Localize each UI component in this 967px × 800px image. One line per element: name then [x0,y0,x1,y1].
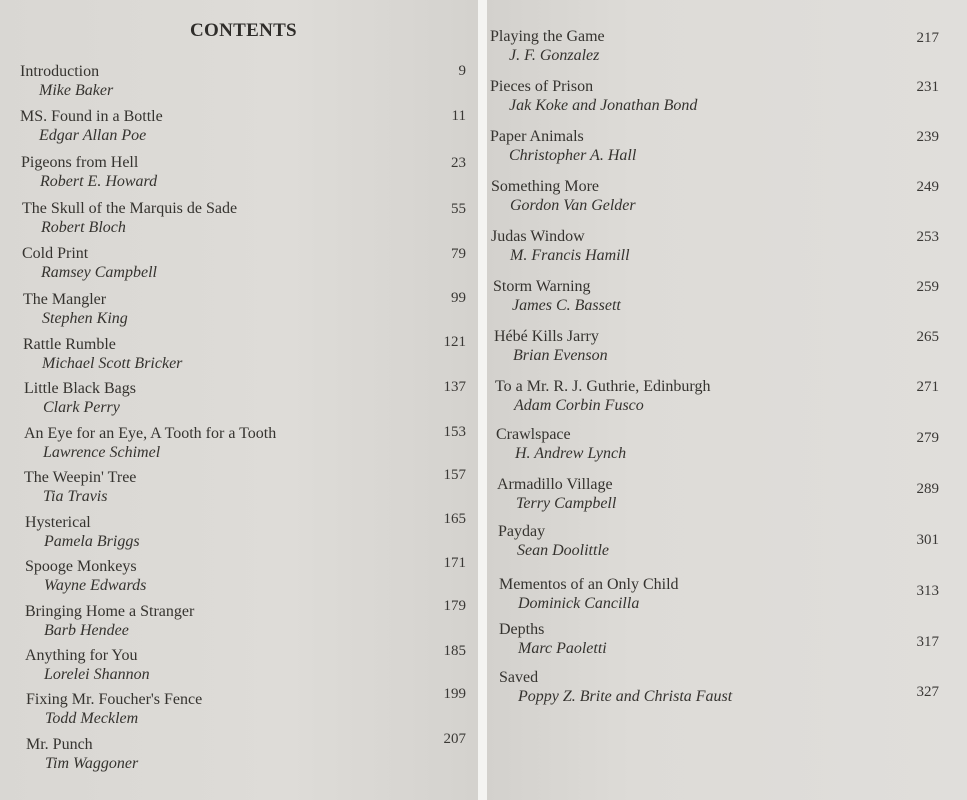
toc-entry-page-number: 301 [916,532,939,548]
left-page [0,0,478,800]
toc-entry-page-number: 23 [451,155,466,171]
toc-entry-page-number: 165 [443,511,466,527]
toc-entry-page-number: 271 [916,379,939,395]
toc-entry-author: Gordon Van Gelder [510,197,636,214]
toc-entry-page-number: 265 [916,329,939,345]
toc-entry-page-number: 239 [916,129,939,145]
toc-entry-title: MS. Found in a Bottle [20,108,163,125]
toc-entry-author: Brian Evenson [513,347,608,364]
toc-entry-page-number: 153 [443,424,466,440]
toc-entry-author: Wayne Edwards [44,577,147,594]
toc-entry-title: Fixing Mr. Foucher's Fence [26,691,203,708]
toc-entry-page-number: 317 [916,634,939,650]
toc-entry-author: Ramsey Campbell [41,264,157,281]
toc-entry-author: Adam Corbin Fusco [514,397,644,414]
toc-entry-author: Robert Bloch [41,219,126,236]
toc-entry-title: To a Mr. R. J. Guthrie, Edinburgh [495,378,711,395]
toc-entry-title: Payday [498,523,546,540]
toc-entry-author: Tia Travis [43,488,108,505]
toc-entry-page-number: 179 [443,598,466,614]
toc-entry-page-number: 9 [458,63,466,79]
toc-entry-author: Marc Paoletti [518,640,607,657]
toc-entry-title: Storm Warning [493,278,591,295]
toc-entry-author: Jak Koke and Jonathan Bond [509,97,698,114]
toc-entry-title: Spooge Monkeys [25,558,137,575]
toc-entry-author: Todd Mecklem [45,710,139,727]
toc-entry-title: Pigeons from Hell [21,154,139,171]
toc-entry-title: The Skull of the Marquis de Sade [22,200,238,217]
toc-entry-title: Bringing Home a Stranger [25,603,195,620]
toc-entry-author: Lorelei Shannon [44,666,150,683]
toc-entry-author: James C. Bassett [512,297,621,314]
left-toc-list [0,0,478,800]
toc-entry-page-number: 207 [443,731,466,747]
toc-entry-title: Something More [491,178,599,195]
toc-entry-page-number: 185 [443,643,466,659]
toc-entry-page-number: 171 [443,555,466,571]
toc-entry-title: Paper Animals [490,128,584,145]
toc-entry-author: Robert E. Howard [40,173,158,190]
toc-entry-author: H. Andrew Lynch [515,445,627,462]
toc-entry-page-number: 157 [443,467,466,483]
toc-entry-page-number: 199 [443,686,466,702]
toc-entry-page-number: 11 [451,108,466,124]
toc-entry-title: Playing the Game [490,28,605,45]
toc-entry-author: Barb Hendee [44,622,129,639]
toc-entry-title: Hébé Kills Jarry [494,328,599,345]
toc-entry-title: Little Black Bags [24,380,136,397]
toc-entry-author: Dominick Cancilla [518,595,640,612]
toc-entry-page-number: 259 [916,279,939,295]
contents-heading: CONTENTS [190,20,297,41]
toc-entry-author: Edgar Allan Poe [39,127,147,144]
toc-entry-page-number: 313 [916,583,939,599]
toc-entry-author: Michael Scott Bricker [42,355,183,372]
toc-entry-author: Lawrence Schimel [43,444,161,461]
toc-entry-author: Poppy Z. Brite and Christa Faust [518,688,733,705]
toc-entry-title: The Weepin' Tree [24,469,137,486]
toc-entry-page-number: 99 [451,290,466,306]
toc-entry-page-number: 79 [451,246,466,262]
toc-entry-title: Introduction [20,63,100,80]
toc-entry-page-number: 289 [916,481,939,497]
toc-entry-page-number: 217 [916,30,939,46]
toc-entry-title: Mementos of an Only Child [499,576,679,593]
toc-entry-title: Saved [499,669,539,686]
toc-entry-author: Sean Doolittle [517,542,609,559]
right-toc-list [487,0,967,800]
toc-entry-title: The Mangler [23,291,107,308]
toc-entry-page-number: 253 [916,229,939,245]
page-gutter [478,0,487,800]
toc-entry-page-number: 231 [916,79,939,95]
toc-entry-author: M. Francis Hamill [510,247,630,264]
toc-entry-author: Stephen King [42,310,128,327]
toc-entry-page-number: 137 [443,379,466,395]
toc-entry-title: Cold Print [22,245,89,262]
toc-entry-title: Judas Window [491,228,585,245]
toc-entry-author: J. F. Gonzalez [509,47,600,64]
toc-entry-page-number: 327 [916,684,939,700]
toc-entry-title: An Eye for an Eye, A Tooth for a Tooth [24,425,277,442]
toc-entry-page-number: 279 [916,430,939,446]
toc-entry-title: Pieces of Prison [490,78,594,95]
toc-entry-title: Armadillo Village [497,476,613,493]
toc-entry-title: Depths [499,621,545,638]
toc-entry-author: Christopher A. Hall [509,147,637,164]
toc-entry-page-number: 121 [443,334,466,350]
toc-entry-title: Rattle Rumble [23,336,116,353]
toc-entry-author: Tim Waggoner [45,755,139,772]
toc-entry-author: Pamela Briggs [44,533,140,550]
right-page [487,0,967,800]
toc-entry-author: Terry Campbell [516,495,617,512]
toc-entry-author: Clark Perry [43,399,120,416]
toc-entry-title: Anything for You [25,647,138,664]
toc-entry-title: Mr. Punch [26,736,93,753]
toc-entry-title: Crawlspace [496,426,571,443]
toc-entry-title: Hysterical [25,514,91,531]
toc-entry-page-number: 55 [451,201,466,217]
toc-entry-author: Mike Baker [39,82,114,99]
toc-entry-page-number: 249 [916,179,939,195]
